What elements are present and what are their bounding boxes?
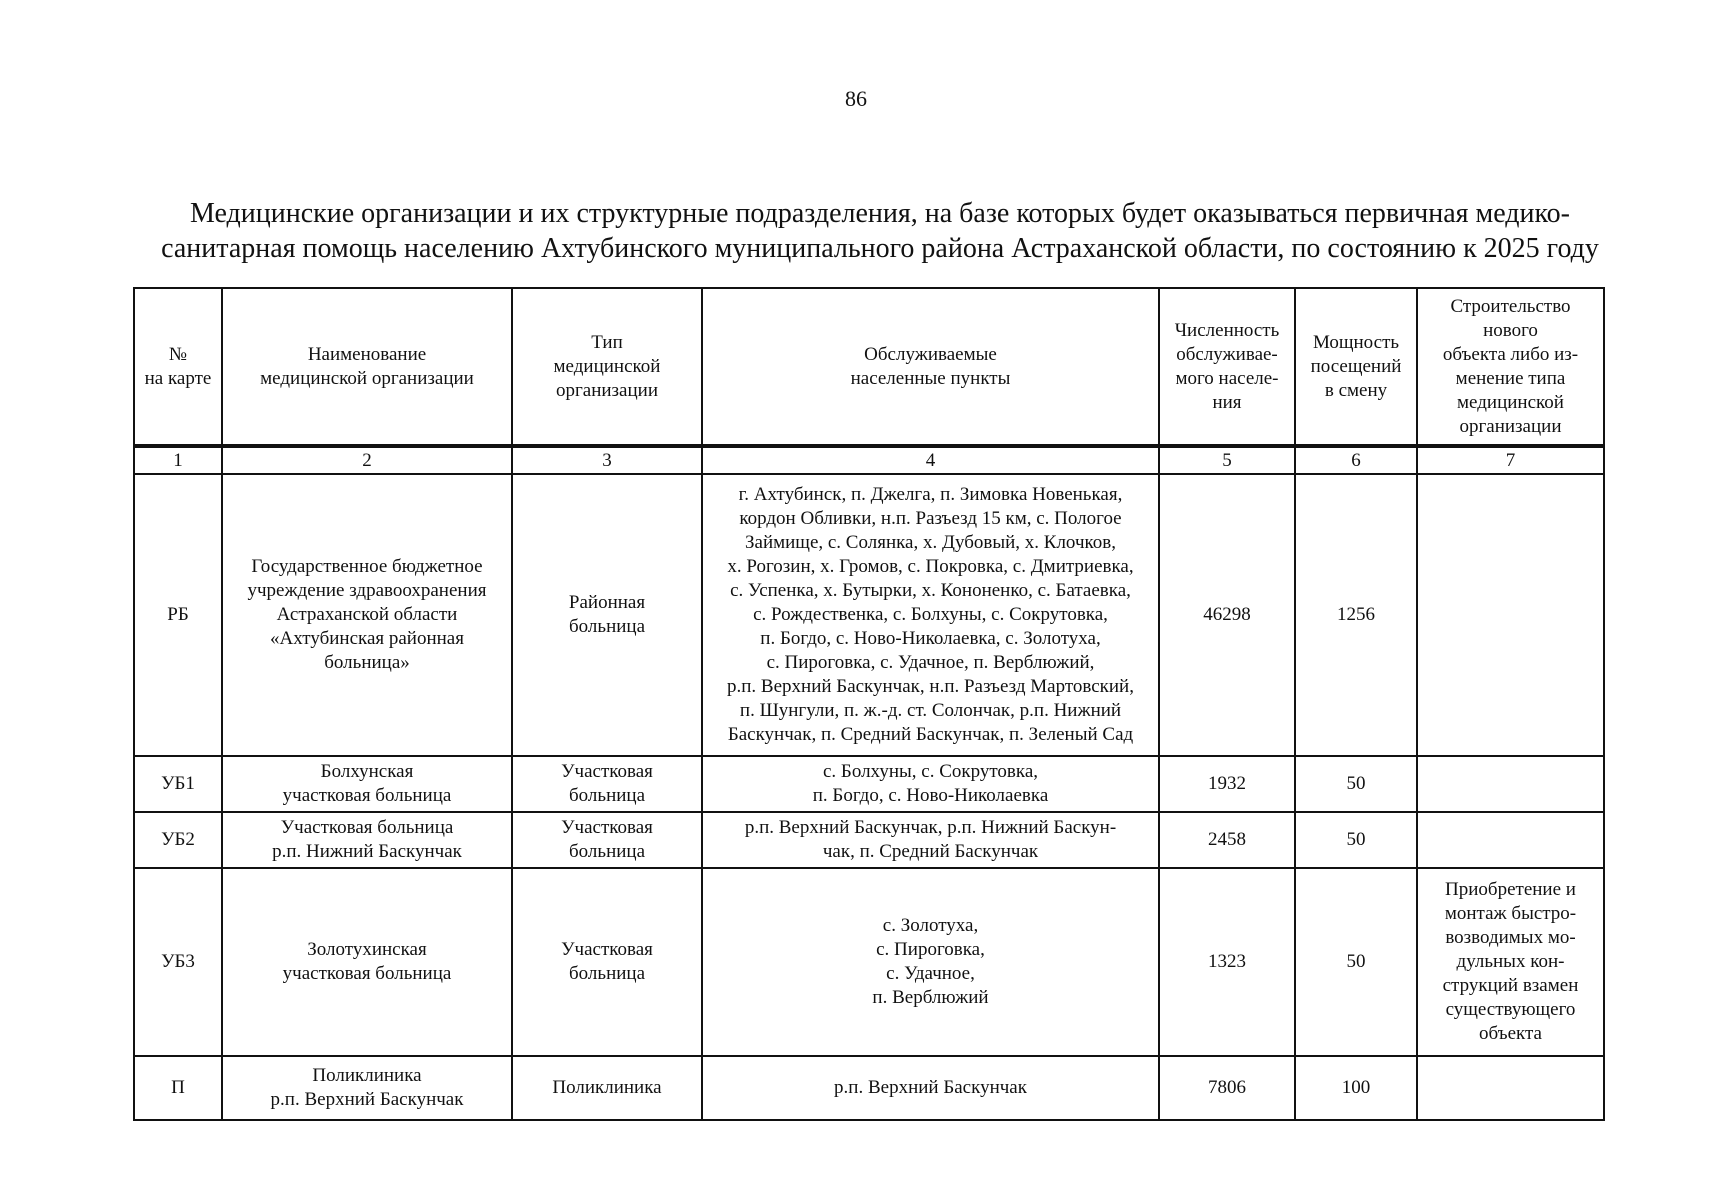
settlements-cell-line: п. Шунгули, п. ж.-д. ст. Солончак, р.п. Нижний bbox=[739, 700, 1122, 721]
construction-cell bbox=[1417, 474, 1604, 756]
org-name-cell-line: Золотухинская bbox=[307, 939, 427, 960]
settlements-header bbox=[702, 288, 1159, 446]
medical-organizations-table bbox=[133, 287, 1605, 1121]
settlements-cell-line: п. Богдо, с. Ново-Николаевка, с. Золотуха, bbox=[760, 628, 1101, 649]
table-row bbox=[134, 474, 1604, 756]
org-name-cell bbox=[222, 812, 512, 868]
population-cell: 1932 bbox=[1159, 756, 1295, 812]
org-type-cell bbox=[512, 756, 702, 812]
org-type-header-line: медицинской bbox=[553, 355, 661, 377]
column-number: 4 bbox=[702, 446, 1159, 474]
construction-cell bbox=[1417, 1056, 1604, 1120]
org-type-cell-line: больница bbox=[569, 785, 645, 806]
org-type-cell-line: больница bbox=[569, 616, 645, 637]
org-name-cell bbox=[222, 756, 512, 812]
org-name-cell bbox=[222, 1056, 512, 1120]
page-number: 86 bbox=[845, 86, 867, 111]
construction-cell-line: Приобретение и bbox=[1445, 879, 1576, 900]
org-name-cell-line: Участковая больница bbox=[280, 817, 454, 838]
settlements-cell-line: с. Рождественка, с. Болхуны, с. Сокрутовка, bbox=[753, 604, 1108, 625]
column-numbers-row bbox=[134, 446, 1604, 474]
settlements-cell-line: с. Золотуха, bbox=[882, 915, 979, 936]
org-type-cell-line: Участковая bbox=[561, 939, 653, 960]
org-name-cell bbox=[222, 868, 512, 1056]
settlements-cell bbox=[702, 868, 1159, 1056]
population-header-line: ния bbox=[1212, 391, 1242, 413]
column-number: 6 bbox=[1295, 446, 1417, 474]
org-name-cell-line: Государственное бюджетное bbox=[251, 556, 483, 577]
org-type-header bbox=[512, 288, 702, 446]
population-cell: 46298 bbox=[1159, 474, 1295, 756]
construction-header-line: менение типа bbox=[1455, 367, 1566, 389]
construction-header-line: Строительство bbox=[1450, 295, 1571, 317]
population-cell: 2458 bbox=[1159, 812, 1295, 868]
construction-cell bbox=[1417, 812, 1604, 868]
table-row bbox=[134, 756, 1604, 812]
table-row bbox=[134, 868, 1604, 1056]
settlements-cell-line: р.п. Верхний Баскунчак bbox=[834, 1077, 1027, 1098]
map-number-header-line: № bbox=[168, 343, 188, 365]
org-name-cell-line: Астраханской области bbox=[276, 604, 458, 625]
settlements-cell-line: кордон Обливки, н.п. Разъезд 15 км, с. Пологое bbox=[739, 508, 1122, 529]
org-type-header-line: Тип bbox=[591, 331, 623, 353]
construction-header-line: объекта либо из- bbox=[1442, 343, 1579, 365]
settlements-cell-line: с. Болхуны, с. Сокрутовка, bbox=[822, 761, 1039, 782]
settlements-cell-line: с. Пироговка, с. Удачное, п. Верблюжий, bbox=[766, 652, 1095, 673]
construction-header-line: организации bbox=[1459, 415, 1562, 437]
settlements-header-line: населенные пункты bbox=[850, 367, 1011, 389]
header-row bbox=[134, 288, 1604, 446]
construction-cell-line: монтаж быстро- bbox=[1444, 903, 1577, 924]
org-type-cell-line: Участковая bbox=[561, 817, 653, 838]
org-name-cell-line: учреждение здравоохранения bbox=[247, 580, 487, 601]
settlements-cell-line: х. Рогозин, х. Громов, с. Покровка, с. Дмитриевка, bbox=[727, 556, 1134, 577]
settlements-cell-line: Займище, с. Солянка, х. Дубовый, х. Клочков, bbox=[745, 532, 1116, 553]
org-name-cell-line: р.п. Верхний Баскунчак bbox=[270, 1089, 464, 1110]
table-row bbox=[134, 1056, 1604, 1120]
settlements-cell-line: чак, п. Средний Баскунчак bbox=[822, 841, 1039, 862]
settlements-cell bbox=[702, 812, 1159, 868]
org-name-cell bbox=[222, 474, 512, 756]
column-number: 7 bbox=[1417, 446, 1604, 474]
capacity-header-line: в смену bbox=[1324, 379, 1388, 401]
document-title bbox=[150, 196, 1610, 266]
settlements-cell-line: г. Ахтубинск, п. Джелга, п. Зимовка Новенькая, bbox=[738, 484, 1123, 505]
org-name-header-line: медицинской организации bbox=[260, 367, 474, 389]
settlements-cell-line: п. Верблюжий bbox=[872, 987, 989, 1008]
column-number: 5 bbox=[1159, 446, 1295, 474]
construction-cell bbox=[1417, 756, 1604, 812]
capacity-cell: 50 bbox=[1295, 812, 1417, 868]
org-name-cell-line: больница» bbox=[324, 652, 410, 673]
title-line-2: санитарная помощь населению Ахтубинского муниципального района Астраханской области, по состоянию к 2025 году bbox=[161, 233, 1599, 264]
org-type-cell-line: Поликлиника bbox=[552, 1077, 662, 1098]
capacity-cell: 100 bbox=[1295, 1056, 1417, 1120]
population-cell: 7806 bbox=[1159, 1056, 1295, 1120]
settlements-cell-line: с. Успенка, х. Бутырки, х. Кононенко, с. Батаевка, bbox=[730, 580, 1131, 601]
org-name-header bbox=[222, 288, 512, 446]
settlements-header-line: Обслуживаемые bbox=[864, 343, 997, 365]
population-header-line: мого населе- bbox=[1175, 367, 1279, 389]
construction-header bbox=[1417, 288, 1604, 446]
population-header-line: обслуживае- bbox=[1176, 343, 1278, 365]
org-name-header-line: Наименование bbox=[307, 343, 427, 365]
construction-cell-line: дульных кон- bbox=[1456, 951, 1565, 972]
org-type-cell bbox=[512, 474, 702, 756]
capacity-cell: 50 bbox=[1295, 756, 1417, 812]
org-type-cell-line: больница bbox=[569, 963, 645, 984]
org-name-cell-line: участковая больница bbox=[282, 785, 452, 806]
map-number-cell: УБ3 bbox=[134, 868, 222, 1056]
org-name-cell-line: р.п. Нижний Баскунчак bbox=[272, 841, 462, 862]
capacity-cell: 1256 bbox=[1295, 474, 1417, 756]
construction-header-line: нового bbox=[1483, 319, 1538, 341]
org-type-cell bbox=[512, 868, 702, 1056]
settlements-cell-line: п. Богдо, с. Ново-Николаевка bbox=[812, 785, 1049, 806]
map-number-cell: УБ2 bbox=[134, 812, 222, 868]
org-type-cell-line: Участковая bbox=[561, 761, 653, 782]
map-number-cell: П bbox=[134, 1056, 222, 1120]
settlements-cell bbox=[702, 474, 1159, 756]
population-header bbox=[1159, 288, 1295, 446]
settlements-cell-line: р.п. Верхний Баскунчак, н.п. Разъезд Мартовский, bbox=[727, 676, 1134, 697]
org-name-cell-line: «Ахтубинская районная bbox=[270, 628, 464, 649]
settlements-cell-line: р.п. Верхний Баскунчак, р.п. Нижний Баскун- bbox=[744, 817, 1117, 838]
settlements-cell-line: Баскунчак, п. Средний Баскунчак, п. Зеленый Сад bbox=[727, 724, 1134, 745]
population-header-line: Численность bbox=[1174, 319, 1280, 341]
map-number-cell: РБ bbox=[134, 474, 222, 756]
construction-header-line: медицинской bbox=[1457, 391, 1564, 413]
capacity-header-line: посещений bbox=[1310, 355, 1402, 377]
construction-cell-line: объекта bbox=[1479, 1023, 1542, 1044]
capacity-header bbox=[1295, 288, 1417, 446]
settlements-cell bbox=[702, 756, 1159, 812]
org-name-cell-line: Болхунская bbox=[320, 761, 414, 782]
title-line-1: Медицинские организации и их структурные подразделения, на базе которых будет оказываться первичная медико- bbox=[189, 198, 1571, 229]
table-row bbox=[134, 812, 1604, 868]
map-number-header-line: на карте bbox=[144, 367, 212, 389]
settlements-cell-line: с. Удачное, bbox=[886, 963, 975, 984]
map-number-header bbox=[134, 288, 222, 446]
column-number: 2 bbox=[222, 446, 512, 474]
column-number: 1 bbox=[134, 446, 222, 474]
org-name-cell-line: участковая больница bbox=[282, 963, 452, 984]
capacity-header-line: Мощность bbox=[1312, 331, 1400, 353]
settlements-cell-line: с. Пироговка, bbox=[876, 939, 985, 960]
org-name-cell-line: Поликлиника bbox=[312, 1065, 422, 1086]
capacity-cell: 50 bbox=[1295, 868, 1417, 1056]
org-type-cell-line: больница bbox=[569, 841, 645, 862]
population-cell: 1323 bbox=[1159, 868, 1295, 1056]
construction-cell-line: струкций взамен bbox=[1442, 975, 1579, 996]
org-type-cell bbox=[512, 812, 702, 868]
column-number: 3 bbox=[512, 446, 702, 474]
settlements-cell bbox=[702, 1056, 1159, 1120]
org-type-cell bbox=[512, 1056, 702, 1120]
construction-cell-line: существующего bbox=[1445, 999, 1576, 1020]
construction-cell bbox=[1417, 868, 1604, 1056]
construction-cell-line: возводимых мо- bbox=[1445, 927, 1576, 948]
org-type-cell-line: Районная bbox=[568, 592, 646, 613]
org-type-header-line: организации bbox=[555, 379, 658, 401]
map-number-cell: УБ1 bbox=[134, 756, 222, 812]
